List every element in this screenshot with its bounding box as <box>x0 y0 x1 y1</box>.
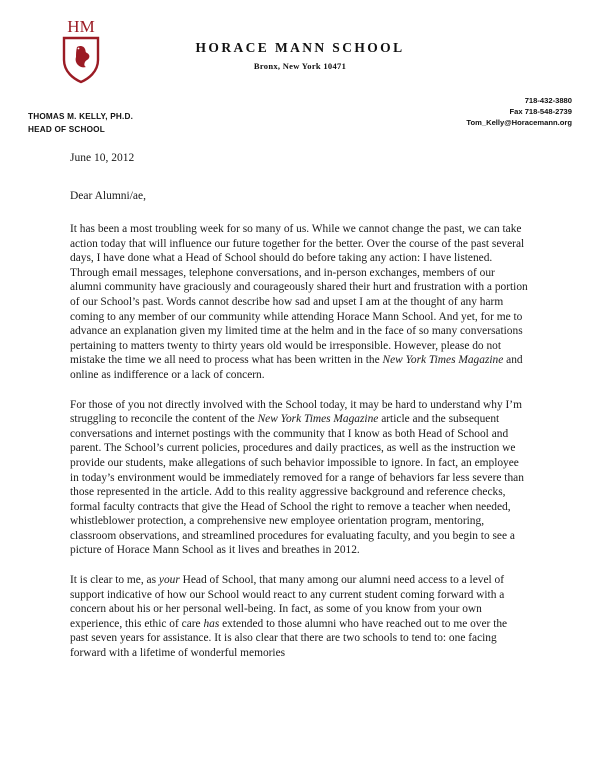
contact-fax: Fax 718-548-2739 <box>509 107 572 116</box>
body-text: article and the subsequent conversations and internet postings with the community that I know as both Head of School and parent. The School’s current policies, procedures and daily practices, as well as the instruction we provide our students, make allegations of such behavior impossible to ignore. In fact, an employee in today’s environment would be immediately removed for a range of behaviors far less severe than those represented in the article. Add to this reality aggressive background and reference checks, formal faculty contracts that give the Head of School the right to remove a teacher when needed, whistleblower protection, a comprehensive new employee orientation program, mentoring, classroom observations, and streamlined procedures for evaluating faculty, and you begin to see a picture of Horace Mann School as it lives and breathes in 2012. <box>70 413 524 557</box>
signer-title: HEAD OF SCHOOL <box>28 125 105 135</box>
school-address: Bronx, New York 10471 <box>253 61 347 71</box>
signer-block <box>28 110 133 136</box>
letter-date: June 10, 2012 <box>70 152 135 164</box>
letter-body <box>70 152 528 676</box>
svg-text:HM: HM <box>67 17 95 36</box>
letter-paragraph <box>70 398 528 559</box>
emphasis-text: New York Times Magazine <box>382 354 504 367</box>
body-text: For those of you not directly involved with the School today, it may be hard to understand why I’m struggling to reconcile the content of the <box>70 398 522 426</box>
contact-email[interactable]: Tom_Kelly@Horacemann.org <box>466 118 572 127</box>
emphasis-text: your <box>158 574 180 587</box>
emphasis-text: New York Times Magazine <box>257 413 379 426</box>
body-text: extended to those alumni who have reached out to me over the past seven years for assistance. It is also clear that there are two schools to tend to: one facing forward with a lifetime of wonderful memories <box>70 617 508 660</box>
body-text: Head of School, that many among our alumni need access to a level of support indicative of how our School would react to any current student coming forward with a concern about his or her personal well-being. In fact, as some of you know from your own experience, this ethic of care <box>70 574 505 630</box>
body-text: It has been a most troubling week for so many of us. While we cannot change the past, we can take action today that will influence our future together for the better. Over the course of the past several days, I have done what a Head of School should do before taking any action: I have listened. Through email messages, telephone conversations, and in-person exchanges, members of our alumni community have graciously and courageously shared their hurt and frustration with a portion of our School’s past. Words cannot describe how sad and upset I am at the thought of any harm coming to any member of our community while attending Horace Mann School. And yet, for me to advance an explanation given my limited time at the helm and in the face of so many conversations pertaining to matters twenty to thirty years old would be irresponsible. However, please do not mistake the time we all need to process what has been written in the <box>70 223 528 367</box>
contact-block <box>466 95 572 128</box>
school-name: HORACE MANN SCHOOL <box>195 40 405 55</box>
letter-paragraphs <box>70 222 528 661</box>
signer-name: THOMAS M. KELLY, PH.D. <box>28 112 134 121</box>
letterhead <box>0 0 600 150</box>
letter-paragraph <box>70 222 528 383</box>
school-title-block <box>0 40 600 71</box>
body-text: and online as indifference or a lack of concern. <box>70 354 523 381</box>
emphasis-text: has <box>203 617 220 630</box>
contact-phone: 718-432-3880 <box>524 96 572 105</box>
body-text: It is clear to me, as <box>70 574 159 587</box>
letter-salutation: Dear Alumni/ae, <box>70 190 147 202</box>
letter-paragraph <box>70 573 528 661</box>
